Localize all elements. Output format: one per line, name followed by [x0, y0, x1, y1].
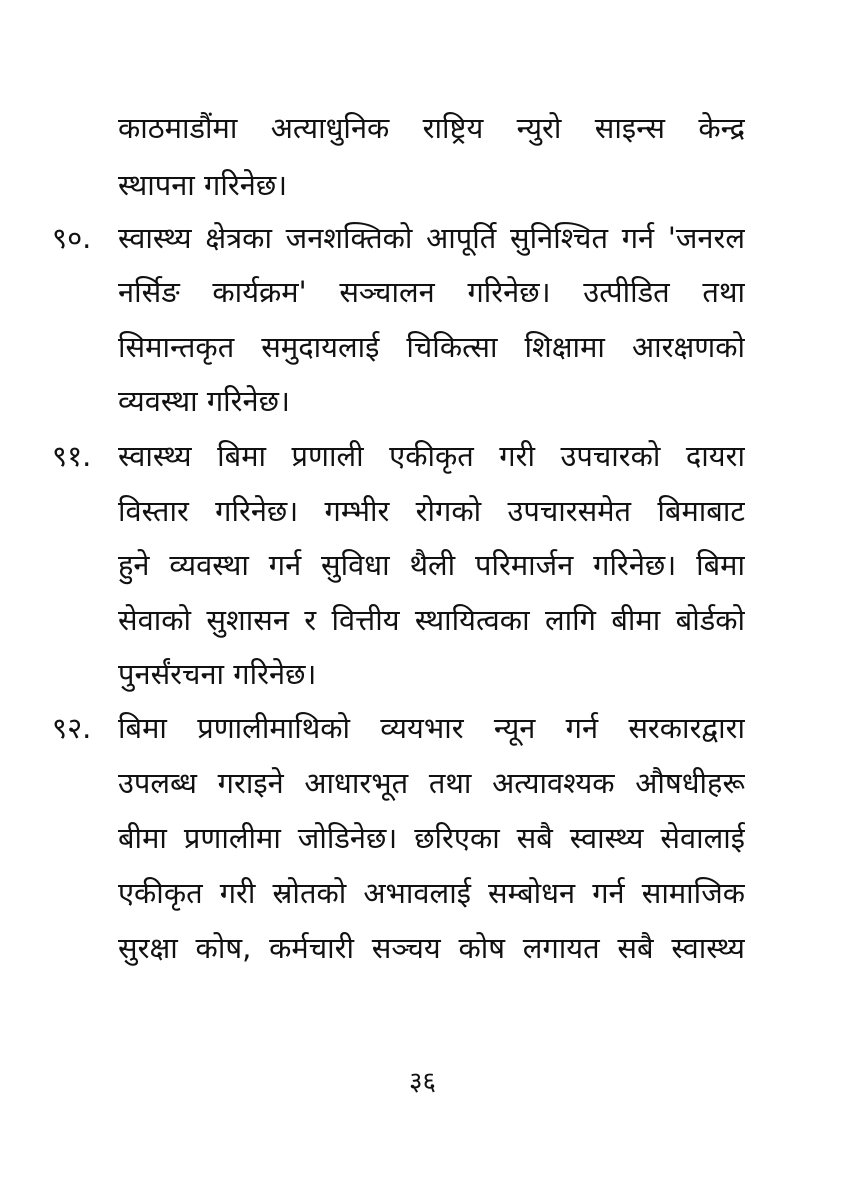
paragraph-line: उपलब्ध गराइने आधारभूत तथा अत्यावश्यक औषधीहरू — [118, 766, 745, 800]
paragraph-line: एकीकृत गरी स्रोतको अभावलाई सम्बोधन गर्न सामाजिक — [118, 876, 745, 910]
paragraph-line: सिमान्तकृत समुदायलाई चिकित्सा शिक्षामा आरक्षणको — [118, 330, 745, 364]
paragraph-line: सेवाको सुशासन र वित्तीय स्थायित्वका लागि बीमा बोर्डको — [118, 603, 745, 637]
paragraph-line: नर्सिङ कार्यक्रम' सञ्चालन गरिनेछ। उत्पीडित तथा — [118, 275, 745, 309]
paragraph-line: हुने व्यवस्था गर्न सुविधा थैली परिमार्जन गरिनेछ। बिमा — [118, 548, 745, 582]
paragraph-line: स्वास्थ्य बिमा प्रणाली एकीकृत गरी उपचारको दायरा — [118, 439, 745, 473]
paragraph-line: सुरक्षा कोष, कर्मचारी सञ्चय कोष लगायत सबै स्वास्थ्य — [118, 931, 745, 965]
paragraph-line: व्यवस्था गरिनेछ। — [118, 384, 290, 418]
paragraph-line: स्वास्थ्य क्षेत्रका जनशक्तिको आपूर्ति सुनिश्चित गर्न 'जनरल — [118, 221, 745, 255]
paragraph-line: बीमा प्रणालीमा जोडिनेछ। छरिएका सबै स्वास्थ्य सेवालाई — [118, 821, 745, 855]
paragraph-line: बिमा प्रणालीमाथिको व्ययभार न्यून गर्न सरकारद्वारा — [118, 711, 745, 745]
paragraph-line: विस्तार गरिनेछ। गम्भीर रोगको उपचारसमेत बिमाबाट — [118, 494, 745, 528]
page-number: ३६ — [408, 1067, 437, 1097]
paragraph-line: पुनर्संरचना गरिनेछ। — [118, 657, 317, 691]
paragraph-line: स्थापना गरिनेछ। — [118, 168, 288, 202]
item-number: ९२. — [52, 711, 92, 745]
item-number: ९१. — [52, 439, 92, 473]
paragraph-line: काठमाडौंमा अत्याधुनिक राष्ट्रिय न्युरो साइन्स केन्द्र — [118, 111, 745, 145]
item-number: ९०. — [52, 221, 92, 255]
